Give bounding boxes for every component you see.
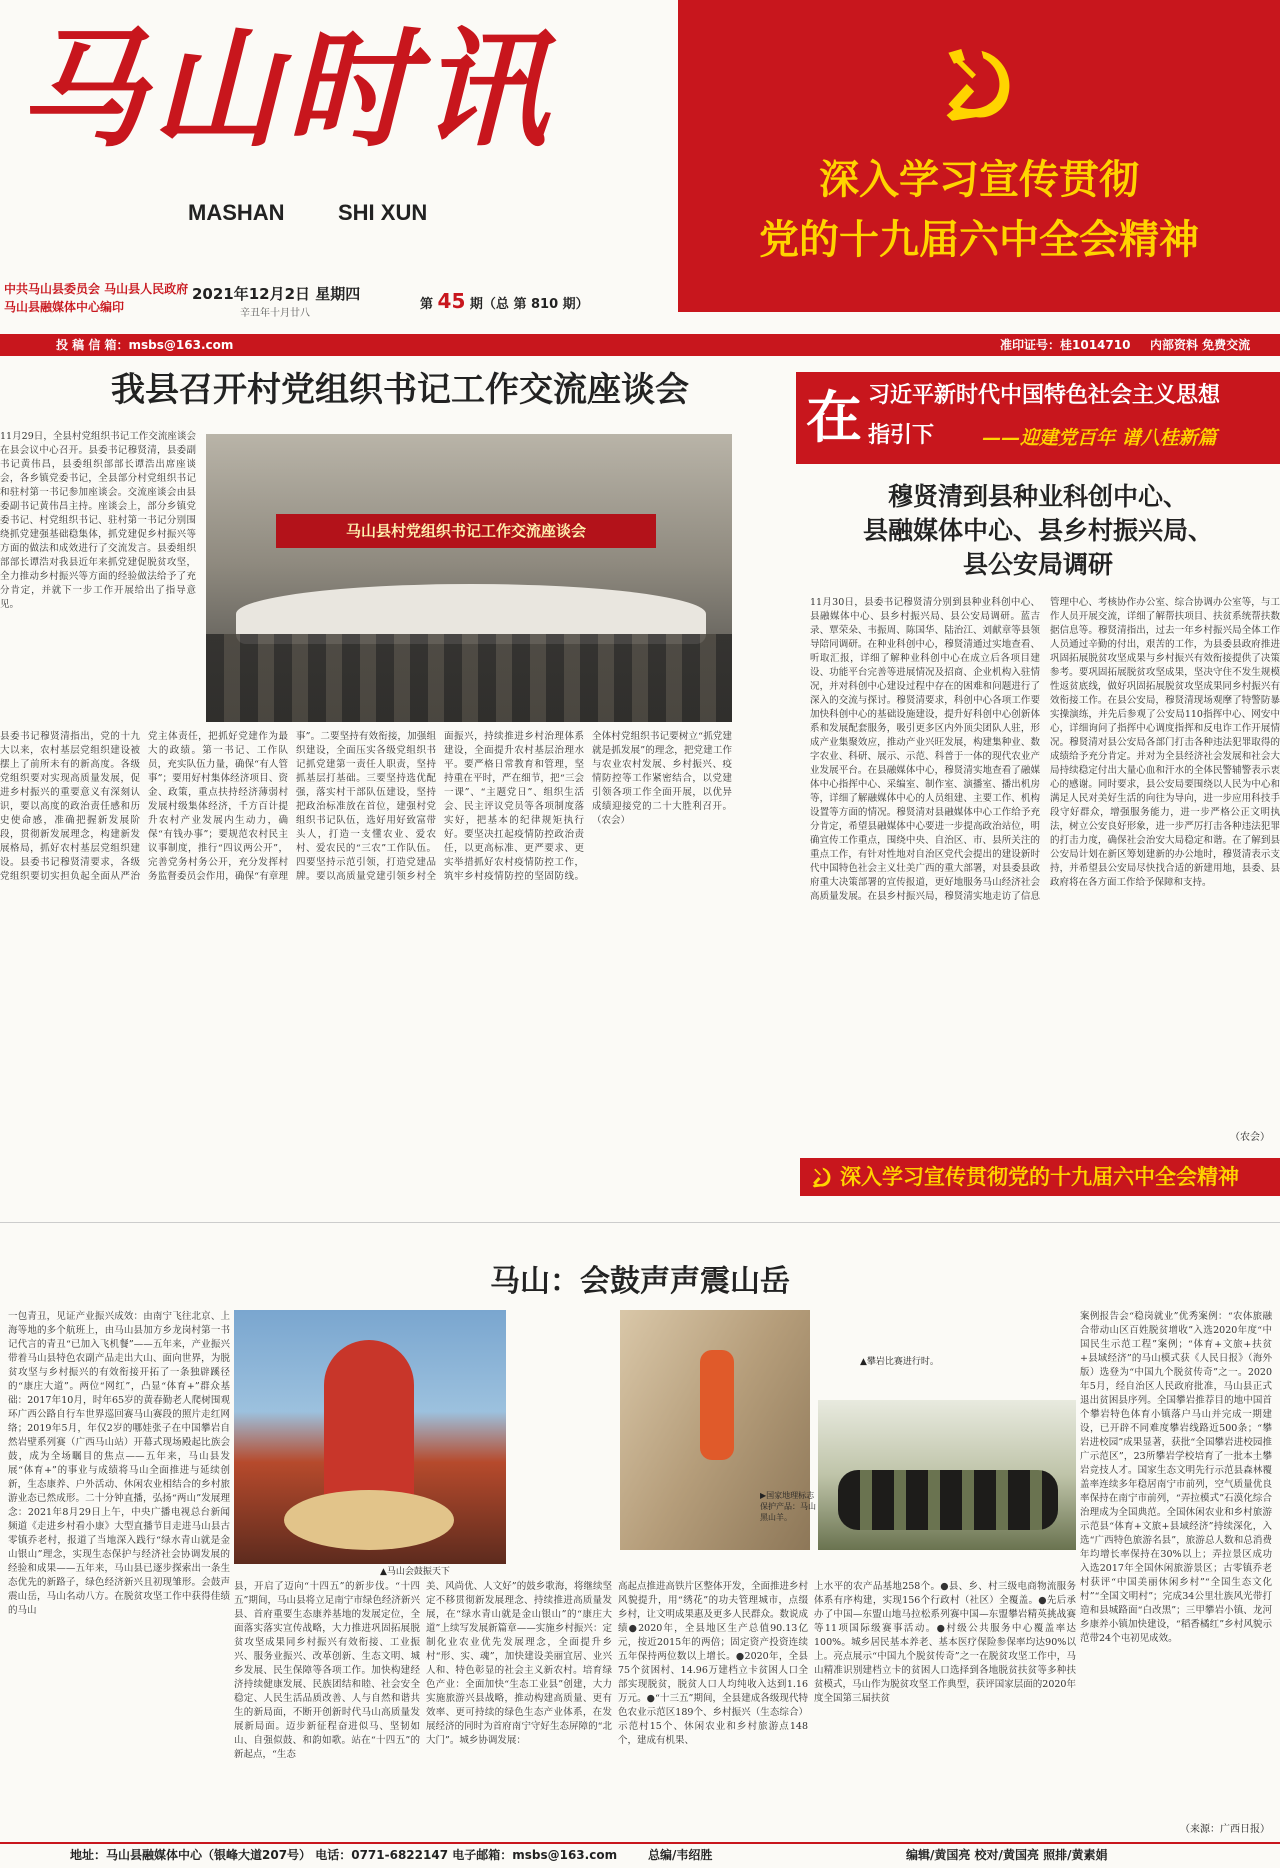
article2-headline <box>796 480 1280 582</box>
article2-source: （农会） <box>1230 1132 1270 1143</box>
climbing-photo-caption: ▲攀岩比赛进行时。 <box>860 1357 939 1367</box>
article2-body: 11月30日，县委书记穆贤清分别到县种业科创中心、县融媒体中心、县乡村振兴局、县公安局调研。蓝吉录、覃荣朵、韦振周、陈国华、陆治江、刘献章等县领导陪同调研。在种业科创中心，穆贤清通过实地查看、听取汇报，详细了解种业科创中心在成立后各项目建设、功能平台完善等进展情况及招商、企业机构入驻情况，并对科创中心建设过程中存在的困难和问题进行了深入的交流与探讨。穆贤清要求，科创中心各项工作要加快科创中心的基础设施建设，提升好科创中心创新体系和发展配套服务，吸引更多区内外顶尖团队人驻，形成产业集聚效应，推动产业兴旺发展，构建集种业、数字农业、科研、展示、示范、科普于一体的现代农业产业发展平台。在县融媒体中心，穆贤清实地查看了融媒体中心指挥中心、采编室、制作室、演播室、播出机房等，详细了解融媒体中心的人员组建、主要工作、机构设置等方面的情况。穆贤清对县融媒体中心工作给予充分肯定，希望县融媒体中心要进一步提高政治站位，明确宣传工作重点，围绕中央、自治区、市、县所关注的重点工作，有针对性地对自治区党代会提出的建设新时代中国特色社会主义壮美广西的重大部署，对县委县政府重大决策部署的宣传报道，更好地服务马山经济社会高质量发展。在县乡村振兴局，穆贤清实地走访了信息管理中心、考核协作办公室、综合协调办公室等，与工作人员开展交流，详细了解帮扶项目、扶贫系统帮扶数据信息等。穆贤清指出，过去一年乡村振兴局全体工作人员通过辛勤的付出，艰苦的工作，为县委县政府推进巩固拓展脱贫攻坚成果与乡村振兴有效衔接提供了决策参考。要巩固拓展脱贫攻坚成果，坚决守住不发生规模性返贫底线，做好巩固拓展脱贫攻坚成果同乡村振兴有效衔接工作。在县公安局，穆贤清现场观摩了特警防暴实操演练，并先后参观了公安局110指挥中心、网安中心，详细询问了指挥中心调度指挥和反电诈工作开展情况。穆贤清对县公安局各部门打击各种违法犯罪取得的成绩给予充分肯定。并对为全县经济社会发展和社会大局持续稳定付出大量心血和汗水的全体民警辅警表示衷心的感谢。同时要求，县公安局要围绕以人民为中心和满足人民对美好生活的向往为导向，进一步应用科技手段守好群众，增强服务能力，进一步严格公正文明执法，树立公安良好形象，进一步严厉打击各种违法犯罪的打击力度，确保社会治安大局稳定和谐。在了解到县公安局计划在新区筹划建新的办公地时，穆贤清表示支持，并希望县公安局尽快找合适的新建用地，县委、县政府将在各方面工作给予保障和支持。 <box>810 597 1280 902</box>
drummer-photo <box>234 1310 506 1564</box>
xi-thought-column-banner <box>796 372 1280 464</box>
meeting-photo <box>206 434 732 722</box>
party-banner <box>678 0 1280 312</box>
article3-column-3: 美、风尚优、人文好”的鼓乡歌海，将继续坚定不移贯彻新发展理念、持续推进高质量发展，在“绿水青山就是金山银山”的“康庄大道”上续写发展新篇章——实施乡村振兴：定制化业农业优先发展理念，全面提升乡村“形、实、魂”，加快建设美丽宜居、业兴人和、特色彰显的社会主义新农村。培育绿色产业：全面加快“生态工业县”创建，大力实施旅游兴县战略，推动构建高质量、更有效率、更可持续的绿色生态产业体系，在发展经济的同时为首府南宁守好生态屏障的“北大门”。城乡协调发展： <box>426 1581 612 1746</box>
goat-photo-caption: ▶国家地理标志保护产品：马山黑山羊。 <box>760 1491 816 1522</box>
article3-column-1: 一包青丑，见证产业振兴成效：由南宁飞往北京、上海等地的多个航班上，由马山县加方乡龙岗村第一书记代言的青丑“已加入飞机餐”——五年来，产业振兴带着马山县特色农副产品走出大山、面向世界，为脱贫攻坚与乡村振兴的有效衔接开拓了一条独辟蹊径的“康庄大道”。两位“网红”，凸显“体育+”群众基础：2017年10月，时年65岁的黄春勤老人爬树围观环广西公路自行车世界巡回赛马山赛段的照片走红网络；2019年5月，年仅2岁的哪娃张子在中国攀岩自然岩壁系列赛（广西马山站）开幕式现场殿起比族会鼓，成为全场瞩目的焦点——五年来，马山县发展“体育+”的事业与成绩将马山全面推进与延续创新，生态康养、户外活动、休闲农业相结合的乡村旅游业态已然成形。二十分钟直播，弘扬“两山”发展理念：2021年8月29日上午，中央广播电视总台新闻频道《走进乡村看小康》大型直播节目走进马山县古零镇乔老村，报道了当地深入践行“绿水青山就是金山银山”理念，实现生态保护与经济社会协调发展的经验和成果——五年来，马山县已逐步探索出一条生态优先的新路子，绿色经济新兴且初现雏形。会鼓声震山岳，马山名动八方。在脱贫攻坚工作中获得佳绩的马山 <box>8 1311 230 1616</box>
footer-chief-editor: 总编/韦绍胜 <box>648 1848 713 1862</box>
circulation-note: 内部资料 免费交流 <box>1150 338 1251 352</box>
pinyin-shixun: SHI XUN <box>338 200 428 225</box>
issue-prefix: 第 <box>420 297 434 312</box>
lunar-date: 辛丑年十月廿八 <box>240 308 310 319</box>
climber-figure <box>700 1350 734 1460</box>
article3-column-6: 案例报告会“稳岗就业”优秀案例：“农体旅融合带动山区百姓脱贫增收”入选2020年度“中国民生示范工程”案例；“体育+文旅+扶贫+县域经济”的马山模式获《人民日报》（海外版）选登为“中国九个脱贫传奇”之一。2020年5月，经自治区人民政府批准，马山县正式退出贫困县序列。全国攀岩推荐目的地中国首个攀岩特色体育小镇落户马山并完成一期建设，已开辟不同难度攀岩线路近500条；“攀岩进校园”成果显著，获批“全国攀岩进校园推广示范区”，23所攀岩学校培育了一批本土攀岩竞技人才。国家生态文明先行示范县森林覆盖率连续多年稳居南宁市前列，空气质量优良率保持在南宁市前列，“弄拉模式”石漠化综合治理成为全国典范。全国休闲农业和乡村旅游示范县“体育+文旅+县域经济”持续深化，入选“广西特色旅游名县”，旅游总人数和总消费年均增长率保持在30%以上；弄拉景区成功入选2017年全国休闲旅游景区；古零镇乔老村获评“中国美丽休闲乡村”“全国生态文化村”“全国文明村”；完成34公里壮族风光带打造和县城路面“白改黑”；三甲攀岩小镇、龙河乡康养小镇加快建设，“稻香橘红”乡村风貌示范带24个屯初见成效。 <box>1080 1311 1272 1644</box>
banner-slogan-line-1: 深入学习宣传贯彻 <box>819 157 1139 203</box>
pinyin-mashan: MASHAN <box>188 200 285 225</box>
print-permit: 准印证号：桂1014710 <box>1000 338 1131 352</box>
sponsor-line-2: 马山县融媒体中心编印 <box>4 300 125 314</box>
column-char: 在 <box>806 385 862 451</box>
section-divider <box>0 1222 1280 1223</box>
article1-body: 县委书记穆贤清指出，党的十九大以来，农村基层党组织建设被摆上了前所未有的新高度。各级党组织要对实现高质量发展，促进乡村振兴的重要意义有深刻认识，要以高度的政治责任感和历史使命感，准确把握新发展阶段，贯彻新发展理念，构建新发展格局，抓好农村基层党组织建设。县委书记穆贤清要求，各级党组织要切实担负起全面从严治党主体责任，把抓好党建作为最大的政绩。第一书记、工作队员，充实队伍力量，确保“有人管事”；要用好村集体经济项目、资金、政策，重点扶持经济薄弱村发展村级集体经济，千方百计提升农村产业发展内生动力，确保“有钱办事”；要规范农村民主议事制度，推行“四议两公开”，完善党务村务公开，充分发挥村务监督委员会作用，确保“有章理事”。二要坚持有效衔接，加强组织建设，全面压实各级党组织书记抓党建第一责任人职责，坚持抓基层打基础。三要坚持选优配强，落实村干部队伍建设，坚持把政治标准放在首位，建强村党组织书记队伍，选好用好致富带头人，打造一支懂农业、爱农村、爱农民的“三农”工作队伍。四要坚持示范引领，打造党建品牌。要以高质量党建引领乡村全面振兴，持续推进乡村治理体系建设，全面提升农村基层治理水平。要严格日常教育和管理，坚持重在平时，严在细节，把“三会一课”、“主题党日”、组织生活会、民主评议党员等各项制度落实好，把基本的纪律规矩执行好。要坚决扛起疫情防控政治责任，以更高标准、更严要求、更实举措抓好农村疫情防控工作，筑牢乡村疫情防控的坚固防线。全体村党组织书记要树立“抓党建就是抓发展”的理念，把党建工作与农业农村发展、乡村振兴、疫情防控等工作紧密结合，以党建引领各项工作全面开展，以优异成绩迎接党的二十大胜利召开。（农会） <box>0 731 732 882</box>
article2-title-line-3: 县公安局调研 <box>962 550 1113 579</box>
meeting-banner-text: 马山县村党组织书记工作交流座谈会 <box>345 522 586 540</box>
article3-headline: 马山：会鼓声声震山岳 <box>490 1264 790 1299</box>
audience <box>206 634 732 722</box>
study-banner <box>800 1158 1280 1196</box>
column-line-1: 习近平新时代中国特色社会主义思想 <box>868 383 1221 408</box>
article3-source: （来源：广西日报） <box>1180 1824 1270 1835</box>
column-line-2: 指引下 <box>868 423 935 448</box>
issue-number: 45 <box>437 289 466 313</box>
article3-column-4: 高起点推进高铁片区整体开发，全面推进乡村风貌提升，用“绣花”的功夫管理城市，点缀乡村，让文明成果惠及更多人民群众。数说成绩●2020年，全县地区生产总值90.13亿元，按近2015年的两倍；固定资产投资连续五年保持两位数以上增长。●2020年，全县75个贫困村、14.96万建档立卡贫困人口全部实现脱贫，脱贫人口人均纯收入达到1.16万元。●“十三五”期间，全县建成各级现代特色农业示范区189个、乡村振兴（生态综合）示范村15个、休闲农业和乡村旅游点148个，建成有机果、 <box>618 1581 808 1746</box>
article2-title-line-1: 穆贤清到县种业科创中心、 <box>887 482 1188 511</box>
issue-number-block <box>420 289 589 313</box>
footer-editors: 编辑/黄国亮 校对/黄国亮 照排/黄素娟 <box>906 1848 1108 1862</box>
drum <box>284 1490 454 1550</box>
footer-address: 地址：马山县融媒体中心（银峰大道207号） 电话：0771-6822147 电子邮箱：msbs@163.com <box>70 1848 618 1862</box>
masthead <box>0 0 1280 319</box>
article3-column-5: 上水平的农产品基地258个。●县、乡、村三级电商物流服务体系有序构建，实现156个行政村（社区）全覆盖。●先后承办了中国—东盟山地马拉松系列赛中国—东盟攀岩精英挑战赛等11项国际级赛事活动。●村级公共服务中心覆盖率达100%。城乡居民基本养老、基本医疗保险参保率均达90%以上。亮点展示“中国九个脱贫传奇”之一在脱贫攻坚工作中，马山精准识别建档立卡的贫困人口选择到各地脱贫扶贫等多种扶贫模式，马山作为脱贫攻坚工作典型，获评国家层面的2020年度全国第三届扶贫 <box>814 1581 1076 1704</box>
goat-herd <box>838 1470 1058 1530</box>
party-emblem-small-icon <box>808 1164 834 1190</box>
sponsor-line-1: 中共马山县委员会 马山县人民政府 <box>4 282 189 296</box>
goat-photo <box>818 1400 1076 1550</box>
newspaper-logo: 马山时讯 <box>18 15 555 165</box>
banner-slogan-line-2: 党的十九届六中全会精神 <box>759 217 1199 263</box>
info-bar <box>0 334 1280 356</box>
study-banner-text: 深入学习宣传贯彻党的十九届六中全会精神 <box>840 1165 1239 1189</box>
article1-lead: 11月29日，全县村党组织书记工作交流座谈会在县会议中心召开。县委书记穆贤清，县委副书记黄伟昌，县委组织部部长谭浩出席座谈会，各乡镇党委书记，全县部分村党组织书记和驻村第一书记参加座谈会。交流座谈会由县委副书记黄伟昌主持。座谈会上，部分乡镇党委书记、村党组织书记、驻村第一书记分别围绕抓党建强基础稳集体，抓党建促乡村振兴等方面的做法和成效进行了交流发言。县委组织部部长谭浩对我县近年来抓党建促脱贫攻坚，全力推动乡村振兴等方面的经验做法给予了充分肯定，并就下一步工作开展给出了指导意见。 <box>0 431 196 610</box>
column-slogan: ——迎建党百年 谱八桂新篇 <box>982 427 1217 449</box>
issue-total: 期（总 第 810 期） <box>469 297 589 312</box>
issue-date: 2021年12月2日 星期四 <box>192 285 361 303</box>
article2-title-line-2: 县融媒体中心、县乡村振兴局、 <box>862 516 1213 545</box>
submission-email: 投 稿 信 箱：msbs@163.com <box>56 338 234 352</box>
drummer-photo-caption: ▲马山会鼓振天下 <box>380 1567 450 1577</box>
article3-column-2: 县，开启了迈向“十四五”的新步伐。“十四五”期间，马山县将立足南宁市绿色经济新兴县、首府重要生态康养基地的发展定位，全面落实落实宣传战略，大力推进巩固拓展脱贫攻坚成果同乡村振兴有效衔接、工业振兴、服务业振兴、改革创新、生态文明、城乡发展、民生保障等各项工作。加快构建经济持续健康发展、民族团结和睦、社会安全稳定、人民生活品质改善、人与自然和谐共生的新局面，不断开创新时代马山高质量发展新局面。迈步新征程奋进似马、坚韧如山、自强似鼓、和韵如歌。站在“十四五”的新起点，“生态 <box>234 1581 420 1760</box>
article1-headline: 我县召开村党组织书记工作交流座谈会 <box>111 370 689 410</box>
party-emblem-icon <box>930 38 1022 130</box>
footer <box>0 1842 1280 1868</box>
